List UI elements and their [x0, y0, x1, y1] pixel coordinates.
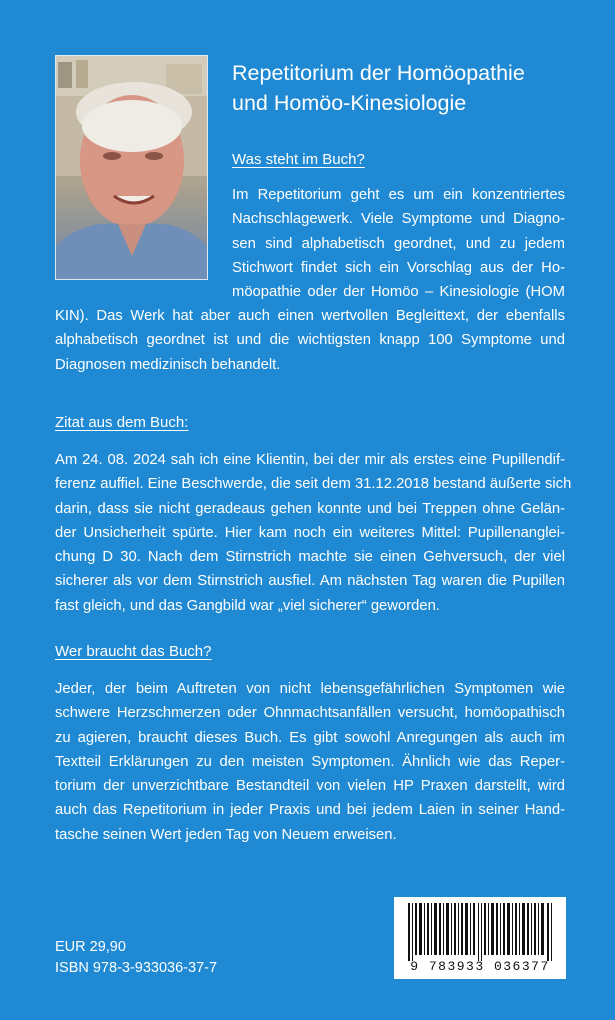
- text-line: Diagnosen medizinisch behandelt.: [55, 356, 281, 373]
- section-body-audience: [55, 677, 565, 847]
- text-line: ferenz auffiel. Eine Beschwerde, die seit dem 31.12.2018 bestand äußerte sich: [55, 476, 572, 493]
- text-line: Im Repetitorium geht es um ein konzentriertes: [232, 187, 565, 203]
- text-line: Jeder, der beim Auftreten von nicht lebensgefährlichen Symptomen wie: [55, 681, 565, 697]
- text-line: Textteil Erklärungen zu den meisten Symptomen. Ähnlich wie das Reper-: [55, 753, 565, 770]
- text-line: sicherer als vor dem Stirnstrich ausfiel. Am nächsten Tag waren die Pupillen: [55, 573, 565, 590]
- isbn-barcode: [394, 897, 566, 979]
- section-heading-content: Was steht im Buch?: [232, 151, 365, 168]
- text-line: der Unsicherheit spürte. Hier kam noch ein weiteres Mittel: Pupillenanglei-: [55, 524, 565, 541]
- section-body-content: [232, 183, 565, 304]
- section-body-quote: [55, 448, 572, 618]
- barcode-digits: 9 783933 036377: [410, 959, 550, 974]
- section-body-content-cont: [55, 304, 565, 377]
- text-line: darin, dass sie nicht geradeaus gehen konnte und bei Treppen ohne Gelän-: [55, 500, 565, 517]
- text-line: Nachschlagewerk. Viele Symptome und Diagno-: [232, 211, 565, 228]
- price-block: [55, 937, 217, 979]
- text-line: Stichwort findet sich ein Vorschlag aus der Ho-: [232, 259, 565, 276]
- text-line: schwere Herzschmerzen oder Ohnmachtsanfällen versucht, homöopathisch: [55, 705, 565, 722]
- text-line: torium der unverzichtbare Bestandteil von vielen HP Praxen darstellt, wird: [55, 778, 565, 795]
- text-line: alphabetisch geordnet ist und die wichtigsten knapp 100 Symptome und: [55, 332, 565, 349]
- text-line: Am 24. 08. 2024 sah ich eine Klientin, bei der mir als erstes eine Pupillendif-: [55, 452, 565, 468]
- book-title-line: und Homöo-Kinesiologie: [232, 91, 467, 115]
- text-line: zu agieren, braucht dieses Buch. Es gibt sowohl Anregungen als auch im: [55, 729, 565, 746]
- price-label: EUR 29,90: [55, 939, 126, 955]
- book-title: [232, 58, 592, 118]
- text-line: chung D 30. Nach dem Stirnstrich machte sie einen Gehversuch, der viel: [55, 549, 565, 566]
- isbn-label: ISBN 978-3-933036-37-7: [55, 960, 218, 976]
- text-line: möopathie oder der Homöo – Kinesiologie (HOM: [232, 284, 565, 301]
- author-photo: [55, 55, 208, 280]
- text-line: sen sind alphabetisch geordnet, und zu jedem: [232, 235, 565, 252]
- section-heading-quote: Zitat aus dem Buch:: [55, 414, 189, 431]
- text-line: fast gleich, und das Gangbild war „viel sicherer“ geworden.: [55, 597, 440, 614]
- text-line: KIN). Das Werk hat aber auch einen wertvollen Begleittext, der ebenfalls: [55, 308, 565, 324]
- text-line: tasche seinen Wert jeden Tag von Neuem erweisen.: [55, 826, 397, 843]
- section-heading-audience: Wer braucht das Buch?: [55, 643, 212, 660]
- book-title-line: Repetitorium der Homöopathie: [232, 61, 525, 85]
- text-line: auch das Repetitorium in jeder Praxis und bei jedem Laien in seiner Hand-: [55, 802, 565, 819]
